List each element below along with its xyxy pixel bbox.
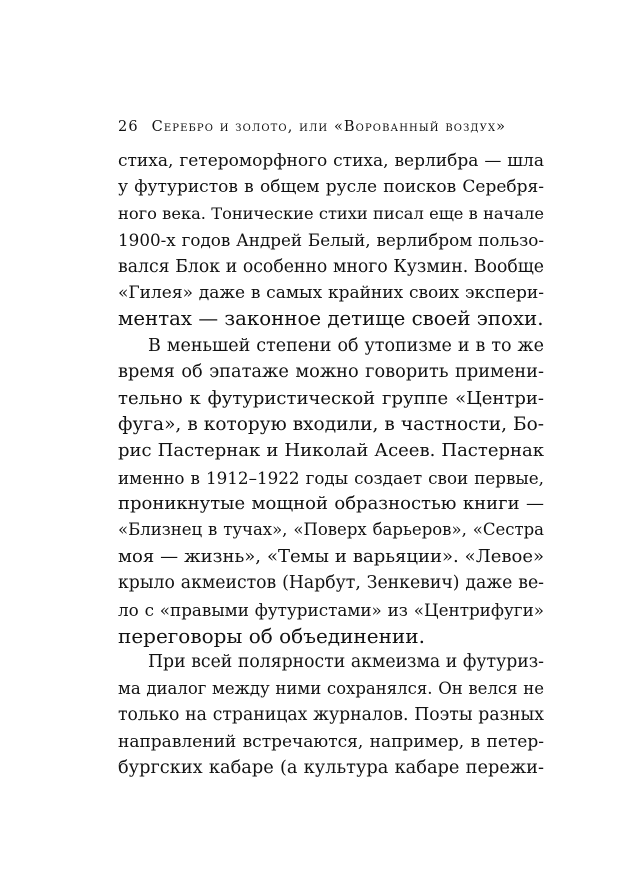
text-line: моя — жизнь», «Темы и варьяции». «Левое» [118,545,544,567]
text-line: проникнутые мощной образностью книги — [118,493,544,515]
text-line: фуга», в которую входили, в частности, Бо- [118,413,544,435]
text-line: «Близнец в тучах», «Поверх барьеров», «Сестра [118,520,544,540]
text-line: тельно к футуристической группе «Центри- [118,387,544,409]
text-line: ло с «правыми футуристами» из «Центрифуги» [118,599,544,620]
running-header [118,116,538,138]
text-line: 1900-х годов Андрей Белый, верлибром пользо- [118,230,544,251]
text-line: направлений встречаются, например, в петер- [118,731,544,752]
text-line: время об эпатаже можно говорить примени- [118,362,544,383]
text-line: рис Пастернак и Николай Асеев. Пастернак [118,440,544,462]
paragraph-first-line: При всей полярности акмеизма и футуриз- [148,652,544,673]
text-line: крыло акмеистов (Нарбут, Зенкевич) даже ве- [118,573,544,594]
text-line: «Гилея» даже в самых крайних своих экспери- [118,282,544,303]
text-line: только на страницах журналов. Поэты разных [118,705,544,726]
text-line: именно в 1912–1922 годы создает свои первые, [118,467,544,488]
page-number: 26 [118,119,139,135]
paragraph-last-line: переговоры об объединении. [118,624,425,649]
text-line: бургских кабаре (а культура кабаре пережи- [118,757,544,778]
text-line: у футуристов в общем русле поисков Серебря- [118,177,544,198]
body-text [118,148,544,781]
paragraph-first-line: В меньшей степени об утопизме и в то же [148,335,544,356]
text-line: ма диалог между ними сохранялся. Он велся не [118,678,544,698]
running-title: Серебро и золото, или «Ворованный воздух» [151,119,507,135]
text-line: вался Блок и особенно много Кузмин. Вообще [118,256,544,277]
text-line: стиха, гетероморфного стиха, верлибра — шла [118,151,544,171]
paragraph-last-line: ментах — законное детище своей эпохи. [118,307,544,331]
text-line: ного века. Тонические стихи писал еще в начале [118,203,544,223]
